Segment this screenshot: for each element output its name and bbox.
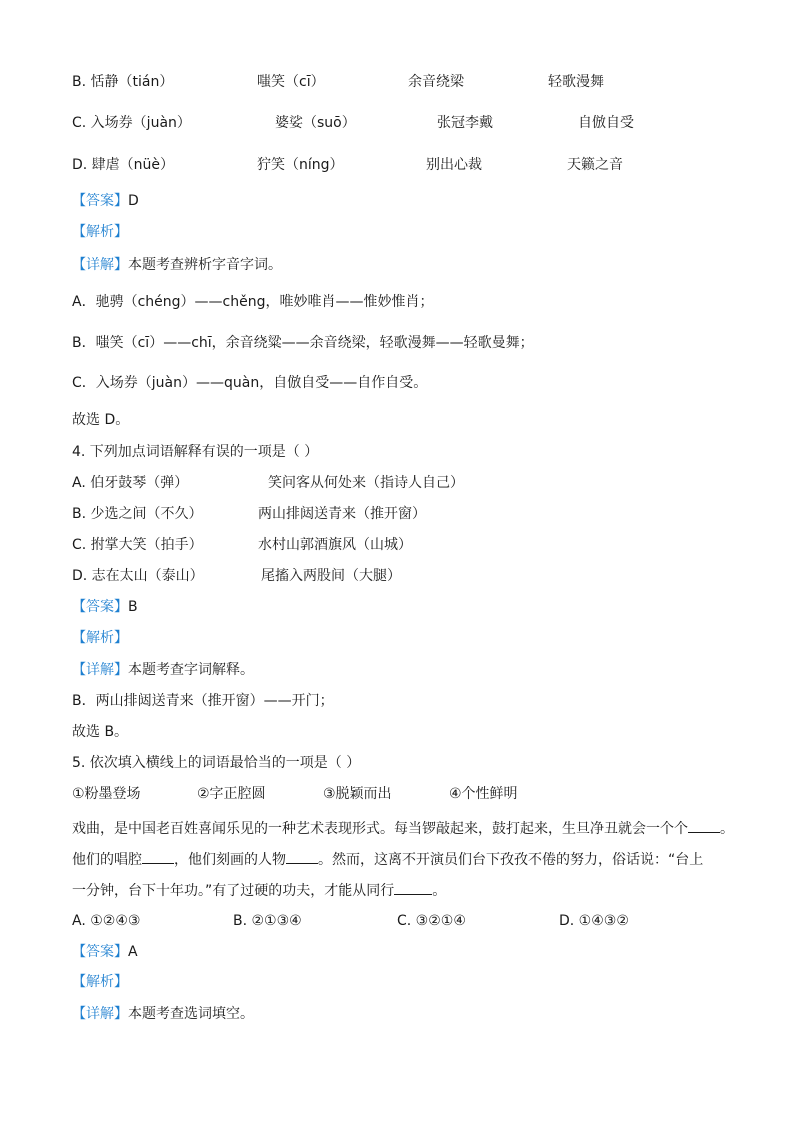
answer-value: D — [128, 193, 139, 209]
q3-option-b-2: 嗤笑（cī） — [257, 74, 325, 90]
q4-analysis-tag: 【解析】 — [72, 630, 128, 646]
q4-conclusion: 故选 B。 — [72, 724, 129, 740]
q3-option-b-3: 余音绕梁 — [408, 74, 464, 90]
fill-blank-3 — [286, 849, 318, 864]
q4-stem: 4. 下列加点词语解释有误的一项是（ ） — [72, 444, 319, 460]
q3-option-d-4: 天籁之音 — [567, 157, 623, 173]
q3-option-c-3: 张冠李戴 — [437, 115, 493, 131]
fill-blank-2 — [142, 849, 174, 864]
q3-option-d-3: 别出心裁 — [426, 157, 482, 173]
q4-option-c-2: 水村山郭酒旗风（山城） — [258, 537, 412, 553]
q3-conclusion: 故选 D。 — [72, 412, 130, 428]
q3-explanation-a: A．驰骋（chéng）——chěng，唯妙唯肖——惟妙惟肖； — [72, 294, 434, 310]
q5-detail: 【详解】本题考查选词填空。 — [72, 1006, 254, 1022]
q5-analysis-tag: 【解析】 — [72, 974, 128, 990]
q5-choice-4: ④个性鲜明 — [449, 786, 518, 802]
fill-blank-4 — [394, 880, 432, 895]
q5-choice-3: ③脱颖而出 — [323, 786, 392, 802]
fill-blank-1 — [688, 818, 720, 833]
q3-option-c-1: C. 入场券（juàn） — [72, 115, 191, 131]
q4-option-a-1: A. 伯牙鼓琴（弹） — [72, 475, 189, 491]
q5-choice-1: ①粉墨登场 — [72, 786, 141, 802]
q4-explanation-b: B．两山排闼送青来（推开窗）——开门； — [72, 693, 334, 709]
q3-option-b-4: 轻歌漫舞 — [548, 74, 604, 90]
q3-option-d-1: D. 肆虐（nüè） — [72, 157, 175, 173]
q4-detail: 【详解】本题考查字词解释。 — [72, 662, 254, 678]
q4-option-d-2: 尾搐入两股间（大腿） — [261, 568, 401, 584]
q3-option-c-4: 自倣自受 — [578, 115, 634, 131]
q5-stem: 5. 依次填入横线上的词语最恰当的一项是（ ） — [72, 755, 361, 771]
q5-option-c: C. ③②①④ — [397, 913, 466, 929]
q4-option-b-2: 两山排闼送青来（推开窗） — [258, 506, 426, 522]
q4-answer: 【答案】B — [72, 599, 138, 615]
q4-option-d-1: D. 志在太山（泰山） — [72, 568, 204, 584]
q3-explanation-b: B．嗤笑（cī）——chī，余音绕粱——余音绕梁，轻歌漫舞——轻歌曼舞； — [72, 335, 534, 351]
q5-option-b: B. ②①③④ — [233, 913, 302, 929]
q3-option-d-2: 狞笑（níng） — [257, 157, 344, 173]
q4-option-c-1: C. 拊掌大笑（拍手） — [72, 537, 203, 553]
q5-option-a: A. ①②④③ — [72, 913, 141, 929]
q3-analysis-tag: 【解析】 — [72, 224, 128, 240]
q3-option-c-2: 婆娑（suō） — [275, 115, 356, 131]
q5-passage-line-1: 戏曲，是中国老百姓喜闻乐见的一种艺术表现形式。每当锣敲起来，鼓打起来，生旦净丑就会一个个 。 — [72, 818, 734, 839]
q4-option-b-1: B. 少选之间（不久） — [72, 506, 203, 522]
q3-detail: 【详解】本题考查辨析字音字词。 — [72, 257, 282, 273]
q3-explanation-c: C．入场券（juàn）——quàn，自倣自受——自作自受。 — [72, 375, 428, 391]
detail-tag: 【详解】 — [72, 257, 128, 273]
q5-answer: 【答案】A — [72, 944, 138, 960]
q5-option-d: D. ①④③② — [559, 913, 629, 929]
answer-tag: 【答案】 — [72, 193, 128, 209]
q5-passage-line-3: 一分钟，台下十年功。”有了过硬的功夫，才能从同行 。 — [72, 880, 446, 901]
q4-option-a-2: 笑问客从何处来（指诗人自己） — [268, 475, 464, 491]
q3-option-b-1: B. 恬静（tián） — [72, 74, 174, 90]
q3-answer — [72, 191, 139, 211]
q5-passage-line-2: 他们的唱腔 ，他们刻画的人物 。然而，这离不开演员们台下孜孜不倦的努力，俗话说：“台上 — [72, 849, 703, 870]
q5-choice-2: ②字正腔圆 — [197, 786, 266, 802]
